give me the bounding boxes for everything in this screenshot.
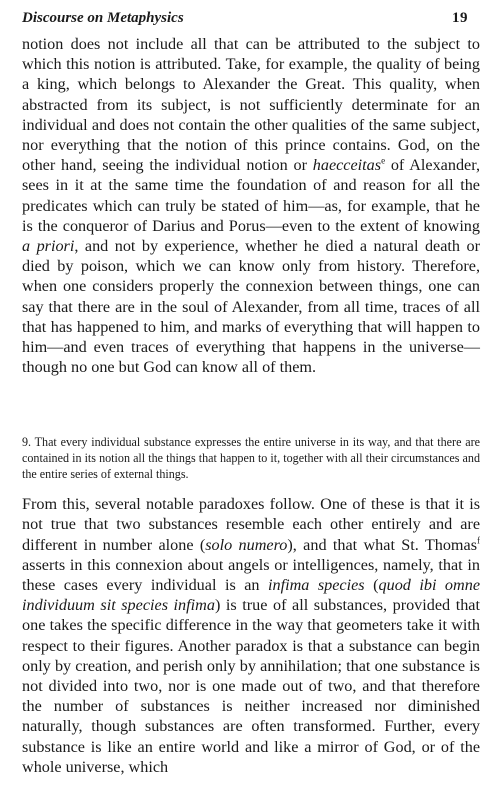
running-head (22, 10, 480, 34)
book-page (22, 10, 480, 777)
para1-text-2: of Alexander, sees in it at the same time the foundation of and reason for all the predicates which can truly be stated of him—as, for example, that he is the conqueror of Darius and Porus—even to the extent of knowing (22, 156, 481, 235)
para2-text-2: ), and that what St. Thomas (287, 535, 477, 554)
section-heading-9: 9. That every individual substance expresses the entire universe in its way, and that there are contained in its notion all the things that happen to it, together with all their circumstances and the entire series of external things. (22, 435, 480, 481)
para1-text-1: notion does not include all that can be attributed to the subject to which this notion is attributed. Take, for example, the quality of being a king, which belongs to Alexander the Great. This quality, when abstracted from its subject, is not sufficiently determinate for an individual and does not contain the other qualities of the same subject, nor everything that the notion of this prince contains. God, on the other hand, seeing the individual notion or (22, 35, 480, 175)
footnote-ref-f: f (477, 535, 480, 546)
paragraph-continued (22, 34, 480, 377)
para2-italic-latin-quote: quod ibi omne individuum sit species infima (22, 576, 480, 615)
para1-text-3: , and not by experience, whether he died a natural death or died by poison, which we can know only from history. Therefore, when one considers properly the connexion between things, one can say that there are in the soul of Alexander, from all time, traces of all that has happened to him, and marks of everything that will happen to him—and even traces of everything that happens in the universe—though no one but God can know all of them. (22, 237, 480, 377)
para1-italic-haecceitas: haecceitas (312, 156, 382, 175)
para1-italic-a-priori: a priori (22, 237, 75, 256)
paragraph-section-9 (22, 494, 480, 777)
page-number: 19 (452, 10, 468, 26)
para2-text-1: From this, several notable paradoxes follow. One of these is that it is not true that two substances resemble each other entirely and are different in number alone ( (22, 495, 480, 554)
para2-text-4: ( (364, 576, 379, 595)
footnote-ref-e: e (381, 155, 386, 166)
running-title: Discourse on Metaphysics (22, 10, 184, 26)
para2-italic-solo-numero: solo numero (205, 535, 288, 554)
para2-text-3: asserts in this connexion about angels or intelligences, namely, that in these cases every individual is an (22, 555, 480, 595)
para2-italic-infima-species: infima species (268, 576, 365, 595)
para2-text-5: ) is true of all substances, provided that one takes the specific difference in the way that geometers take it with respect to their figures. Another paradox is that a substance can begin only by creation, and perish only by annihilation; that one substance is not divided into two, nor is one made out of two, and that therefore the number of substances is neither increased nor diminished naturally, though substances are often transformed. Further, every substance is like an entire world and like a mirror of God, or of the whole universe, which (22, 596, 480, 776)
